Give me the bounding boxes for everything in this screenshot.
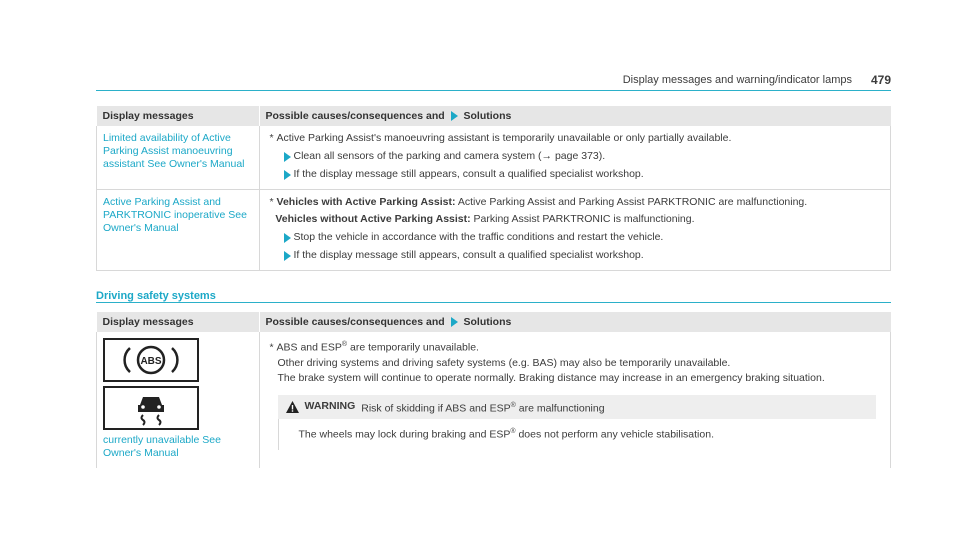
display-message-cell: [97, 332, 260, 468]
messages-table-safety: [96, 312, 891, 468]
display-message: Active Parking Assist and PARKTRONIC inoperative See Owner's Manual: [97, 190, 260, 271]
svg-text:ABS: ABS: [140, 356, 162, 367]
arrow-icon: [284, 152, 291, 162]
column-header-messages: Display messages: [97, 106, 260, 126]
arrow-icon: [451, 317, 458, 327]
warning-label: WARNING: [304, 400, 356, 413]
arrow-icon: [284, 233, 291, 243]
display-message: currently unavailable See Owner's Manual: [103, 434, 221, 459]
section-title: Driving safety systems: [96, 290, 216, 302]
column-header-causes: Possible causes/consequences and Solutions: [259, 106, 891, 126]
solution-item: If the display message still appears, consult a qualified specialist workshop.: [266, 168, 885, 181]
abs-warning-icon: [103, 338, 199, 382]
page-number: 479: [870, 73, 891, 87]
warning-box: [278, 395, 877, 450]
table-row: [97, 332, 891, 468]
cause-text: * ABS and ESP® are temporarily unavailable.: [269, 341, 479, 354]
table-row: [97, 126, 891, 190]
cause-text: Vehicles without Active Parking Assist: Parking Assist PARKTRONIC is malfunctioning.: [275, 213, 695, 225]
cause-text: * Vehicles with Active Parking Assist: Active Parking Assist and Parking Assist PARKTRONIC are malfunctioning.: [269, 196, 808, 208]
messages-table-parking: [96, 106, 891, 271]
solution-item: If the display message still appears, consult a qualified specialist workshop.: [266, 249, 885, 262]
display-message: Limited availability of Active Parking Assist manoeuvring assistant See Owner's Manual: [97, 126, 260, 190]
column-header-causes: Possible causes/consequences and Solutions: [259, 312, 891, 332]
solution-item: Clean all sensors of the parking and camera system (→ page 373).: [266, 150, 885, 163]
column-header-messages: Display messages: [97, 312, 260, 332]
warning-body: The wheels may lock during braking and ESP® does not perform any vehicle stabilisation.: [278, 419, 877, 450]
solution-item: Stop the vehicle in accordance with the traffic conditions and restart the vehicle.: [266, 231, 885, 244]
table-row: [97, 190, 891, 271]
arrow-icon: [284, 170, 291, 180]
header-rule: [96, 90, 891, 91]
arrow-icon: [284, 251, 291, 261]
arrow-icon: [451, 111, 458, 121]
warning-triangle-icon: [286, 401, 299, 413]
consequence-text: Other driving systems and driving safety systems (e.g. BAS) may also be temporarily unavailable.: [277, 356, 731, 369]
consequence-text: The brake system will continue to operate normally. Braking distance may increase in an emergency braking situation.: [277, 371, 825, 384]
cause-text: * Active Parking Assist's manoeuvring assistant is temporarily unavailable or only partially available.: [269, 132, 732, 144]
warning-heading: Risk of skidding if ABS and ESP® are malfunctioning: [361, 401, 605, 414]
header-title: Display messages and warning/indicator lamps: [622, 74, 852, 86]
section-rule: [96, 302, 891, 303]
esp-skid-icon: [103, 386, 199, 430]
